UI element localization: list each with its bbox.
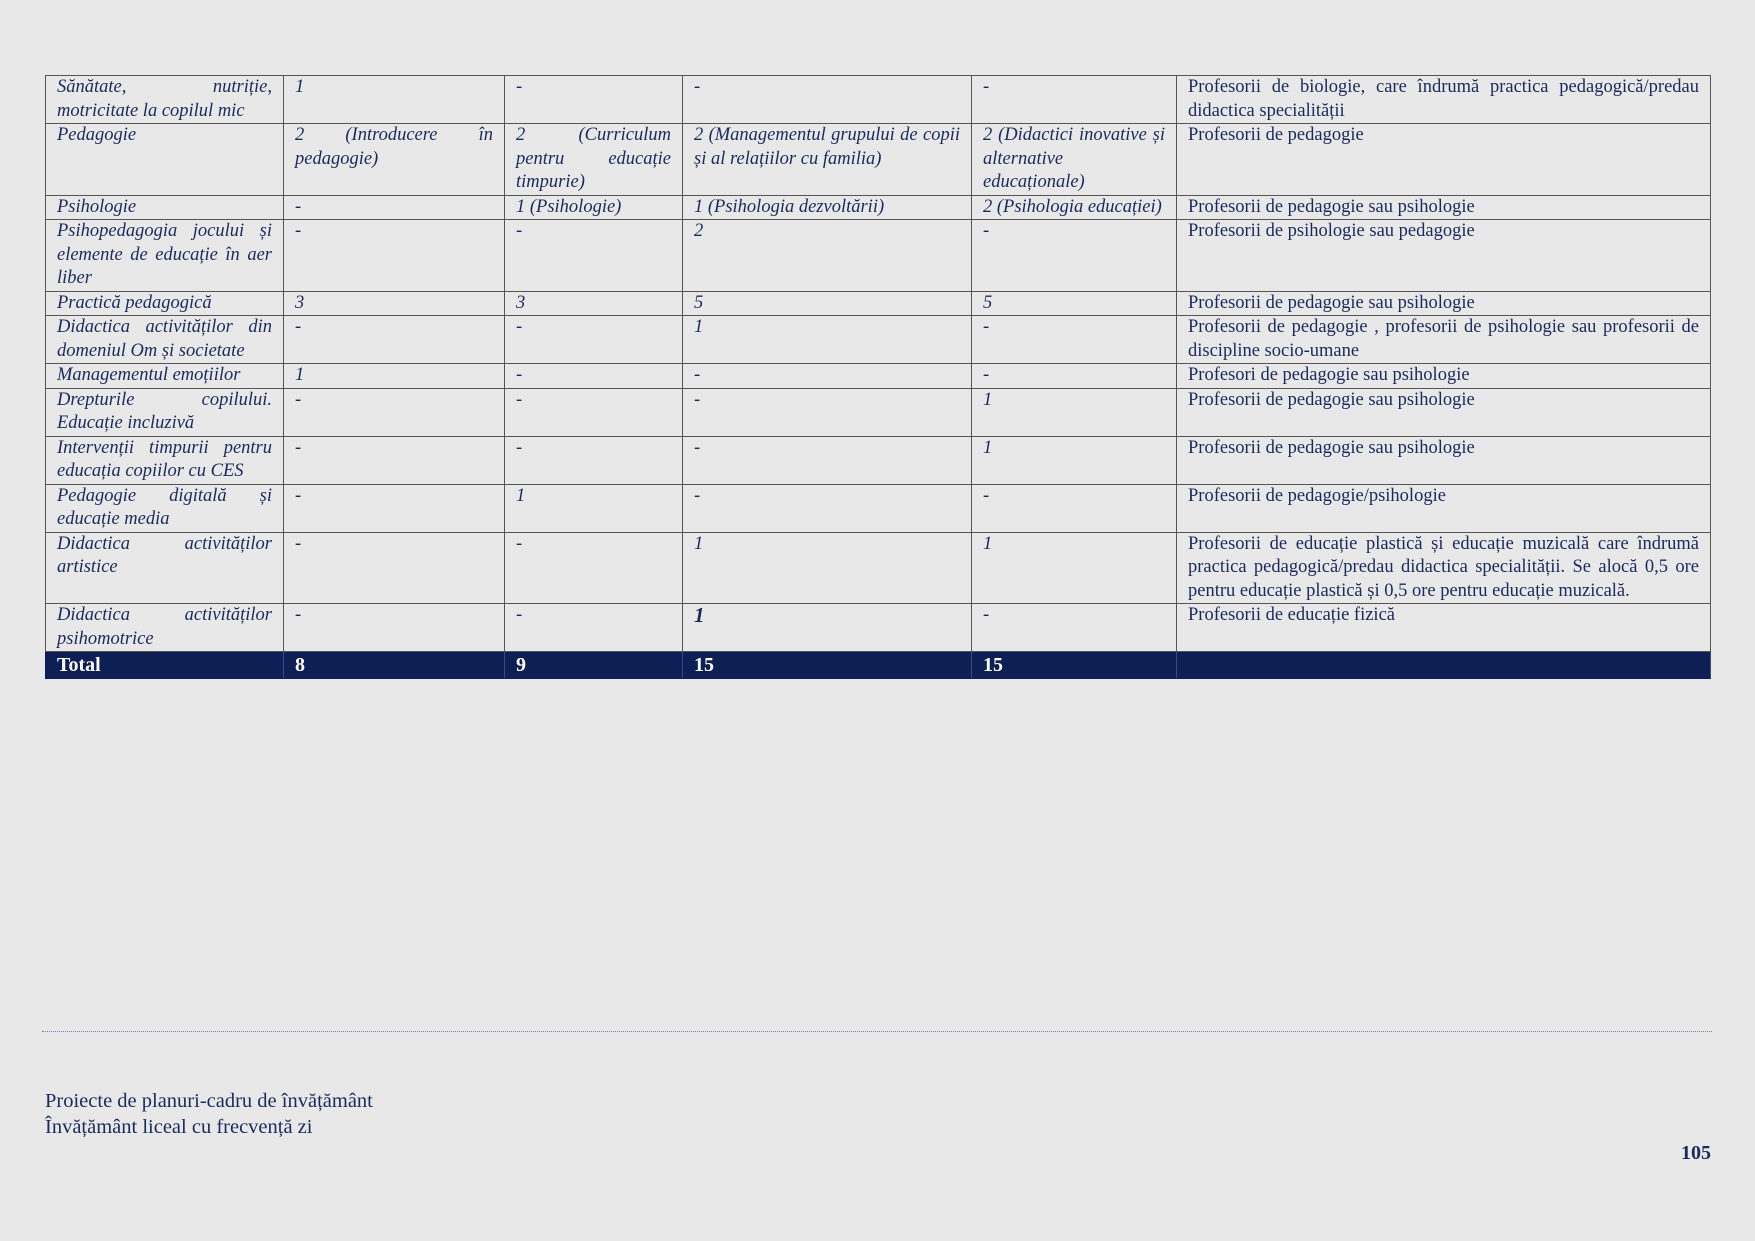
table-row bbox=[46, 604, 1711, 652]
year4-cell: 1 bbox=[972, 436, 1177, 484]
year2-cell: 3 bbox=[505, 291, 683, 316]
discipline-cell: Sănătate, nutriție, motricitate la copilul mic bbox=[46, 76, 284, 124]
discipline-cell: Managementul emoțiilor bbox=[46, 364, 284, 389]
total-year3: 15 bbox=[683, 652, 972, 679]
year1-cell: - bbox=[284, 484, 505, 532]
total-year4: 15 bbox=[972, 652, 1177, 679]
year4-cell: - bbox=[972, 316, 1177, 364]
teachers-cell: Profesorii de pedagogie sau psihologie bbox=[1177, 291, 1711, 316]
discipline-cell: Intervenții timpurii pentru educația copiilor cu CES bbox=[46, 436, 284, 484]
table-row bbox=[46, 124, 1711, 196]
total-label: Total bbox=[46, 652, 284, 679]
total-teachers bbox=[1177, 652, 1711, 679]
year4-cell: 2 (Didactici inovative și alternative educaționale) bbox=[972, 124, 1177, 196]
year3-cell: - bbox=[683, 76, 972, 124]
year2-cell: - bbox=[505, 316, 683, 364]
table-row bbox=[46, 195, 1711, 220]
discipline-cell: Psihologie bbox=[46, 195, 284, 220]
discipline-cell: Psihopedagogia jocului și elemente de educație în aer liber bbox=[46, 220, 284, 292]
year3-cell: 1 (Psihologia dezvoltării) bbox=[683, 195, 972, 220]
year1-cell: - bbox=[284, 436, 505, 484]
year1-cell: - bbox=[284, 195, 505, 220]
year2-cell: - bbox=[505, 436, 683, 484]
year3-cell: 1 bbox=[683, 532, 972, 604]
teachers-cell: Profesorii de pedagogie/psihologie bbox=[1177, 484, 1711, 532]
year1-cell: - bbox=[284, 388, 505, 436]
table-row bbox=[46, 291, 1711, 316]
teachers-cell: Profesorii de pedagogie sau psihologie bbox=[1177, 436, 1711, 484]
total-year1: 8 bbox=[284, 652, 505, 679]
footer-divider bbox=[42, 1031, 1712, 1032]
table-row bbox=[46, 76, 1711, 124]
year3-cell: 5 bbox=[683, 291, 972, 316]
discipline-cell: Drepturile copilului. Educație incluzivă bbox=[46, 388, 284, 436]
footer-document-title: Proiecte de planuri-cadru de învățământ bbox=[45, 1090, 373, 1112]
year1-cell: 3 bbox=[284, 291, 505, 316]
year3-cell: - bbox=[683, 484, 972, 532]
year4-cell: 1 bbox=[972, 532, 1177, 604]
year2-cell: 1 bbox=[505, 484, 683, 532]
table-row bbox=[46, 388, 1711, 436]
table-row bbox=[46, 220, 1711, 292]
discipline-cell: Didactica activităților artistice bbox=[46, 532, 284, 604]
table-row bbox=[46, 532, 1711, 604]
teachers-cell: Profesorii de pedagogie sau psihologie bbox=[1177, 388, 1711, 436]
page-number: 105 bbox=[1681, 1142, 1711, 1164]
year2-cell: - bbox=[505, 220, 683, 292]
footer-document-subtitle: Învățământ liceal cu frecvență zi bbox=[45, 1116, 313, 1138]
year1-cell: - bbox=[284, 604, 505, 652]
teachers-cell: Profesorii de pedagogie , profesorii de psihologie sau profesorii de discipline socio-umane bbox=[1177, 316, 1711, 364]
year4-cell: - bbox=[972, 484, 1177, 532]
teachers-cell: Profesori de pedagogie sau psihologie bbox=[1177, 364, 1711, 389]
teachers-cell: Profesorii de pedagogie bbox=[1177, 124, 1711, 196]
total-row bbox=[46, 652, 1711, 679]
year2-cell: 1 (Psihologie) bbox=[505, 195, 683, 220]
year3-cell: - bbox=[683, 388, 972, 436]
year3-cell: 2 (Managementul grupului de copii și al relațiilor cu familia) bbox=[683, 124, 972, 196]
teachers-cell: Profesorii de biologie, care îndrumă practica pedagogică/predau didactica specialității bbox=[1177, 76, 1711, 124]
year2-cell: - bbox=[505, 532, 683, 604]
year4-cell: 1 bbox=[972, 388, 1177, 436]
year3-cell: - bbox=[683, 364, 972, 389]
year2-cell: - bbox=[505, 604, 683, 652]
teachers-cell: Profesorii de psihologie sau pedagogie bbox=[1177, 220, 1711, 292]
year4-cell: 5 bbox=[972, 291, 1177, 316]
year2-cell: - bbox=[505, 388, 683, 436]
table-row bbox=[46, 364, 1711, 389]
table-row bbox=[46, 436, 1711, 484]
year1-cell: - bbox=[284, 316, 505, 364]
year1-cell: 1 bbox=[284, 364, 505, 389]
year3-cell: 1 bbox=[683, 316, 972, 364]
discipline-cell: Practică pedagogică bbox=[46, 291, 284, 316]
year3-cell: - bbox=[683, 436, 972, 484]
teachers-cell: Profesorii de educație fizică bbox=[1177, 604, 1711, 652]
year3-cell: 1 bbox=[683, 604, 972, 652]
year2-cell: 2 (Curriculum pentru educație timpurie) bbox=[505, 124, 683, 196]
discipline-cell: Pedagogie bbox=[46, 124, 284, 196]
year2-cell: - bbox=[505, 76, 683, 124]
teachers-cell: Profesorii de educație plastică și educație muzicală care îndrumă practica pedagogică/predau didactica specialității. Se alocă 0,5 ore pentru educație plastică și 0,5 ore pentru educație muzicală. bbox=[1177, 532, 1711, 604]
year4-cell: - bbox=[972, 76, 1177, 124]
year1-cell: - bbox=[284, 532, 505, 604]
year3-cell: 2 bbox=[683, 220, 972, 292]
year4-cell: - bbox=[972, 364, 1177, 389]
year1-cell: 1 bbox=[284, 76, 505, 124]
table-row bbox=[46, 484, 1711, 532]
year1-cell: 2 (Introducere în pedagogie) bbox=[284, 124, 505, 196]
year4-cell: 2 (Psihologia educației) bbox=[972, 195, 1177, 220]
teachers-cell: Profesorii de pedagogie sau psihologie bbox=[1177, 195, 1711, 220]
year4-cell: - bbox=[972, 220, 1177, 292]
year1-cell: - bbox=[284, 220, 505, 292]
table-row bbox=[46, 316, 1711, 364]
discipline-cell: Didactica activităților din domeniul Om și societate bbox=[46, 316, 284, 364]
year2-cell: - bbox=[505, 364, 683, 389]
discipline-cell: Didactica activităților psihomotrice bbox=[46, 604, 284, 652]
curriculum-table bbox=[45, 75, 1711, 679]
total-year2: 9 bbox=[505, 652, 683, 679]
year4-cell: - bbox=[972, 604, 1177, 652]
discipline-cell: Pedagogie digitală și educație media bbox=[46, 484, 284, 532]
